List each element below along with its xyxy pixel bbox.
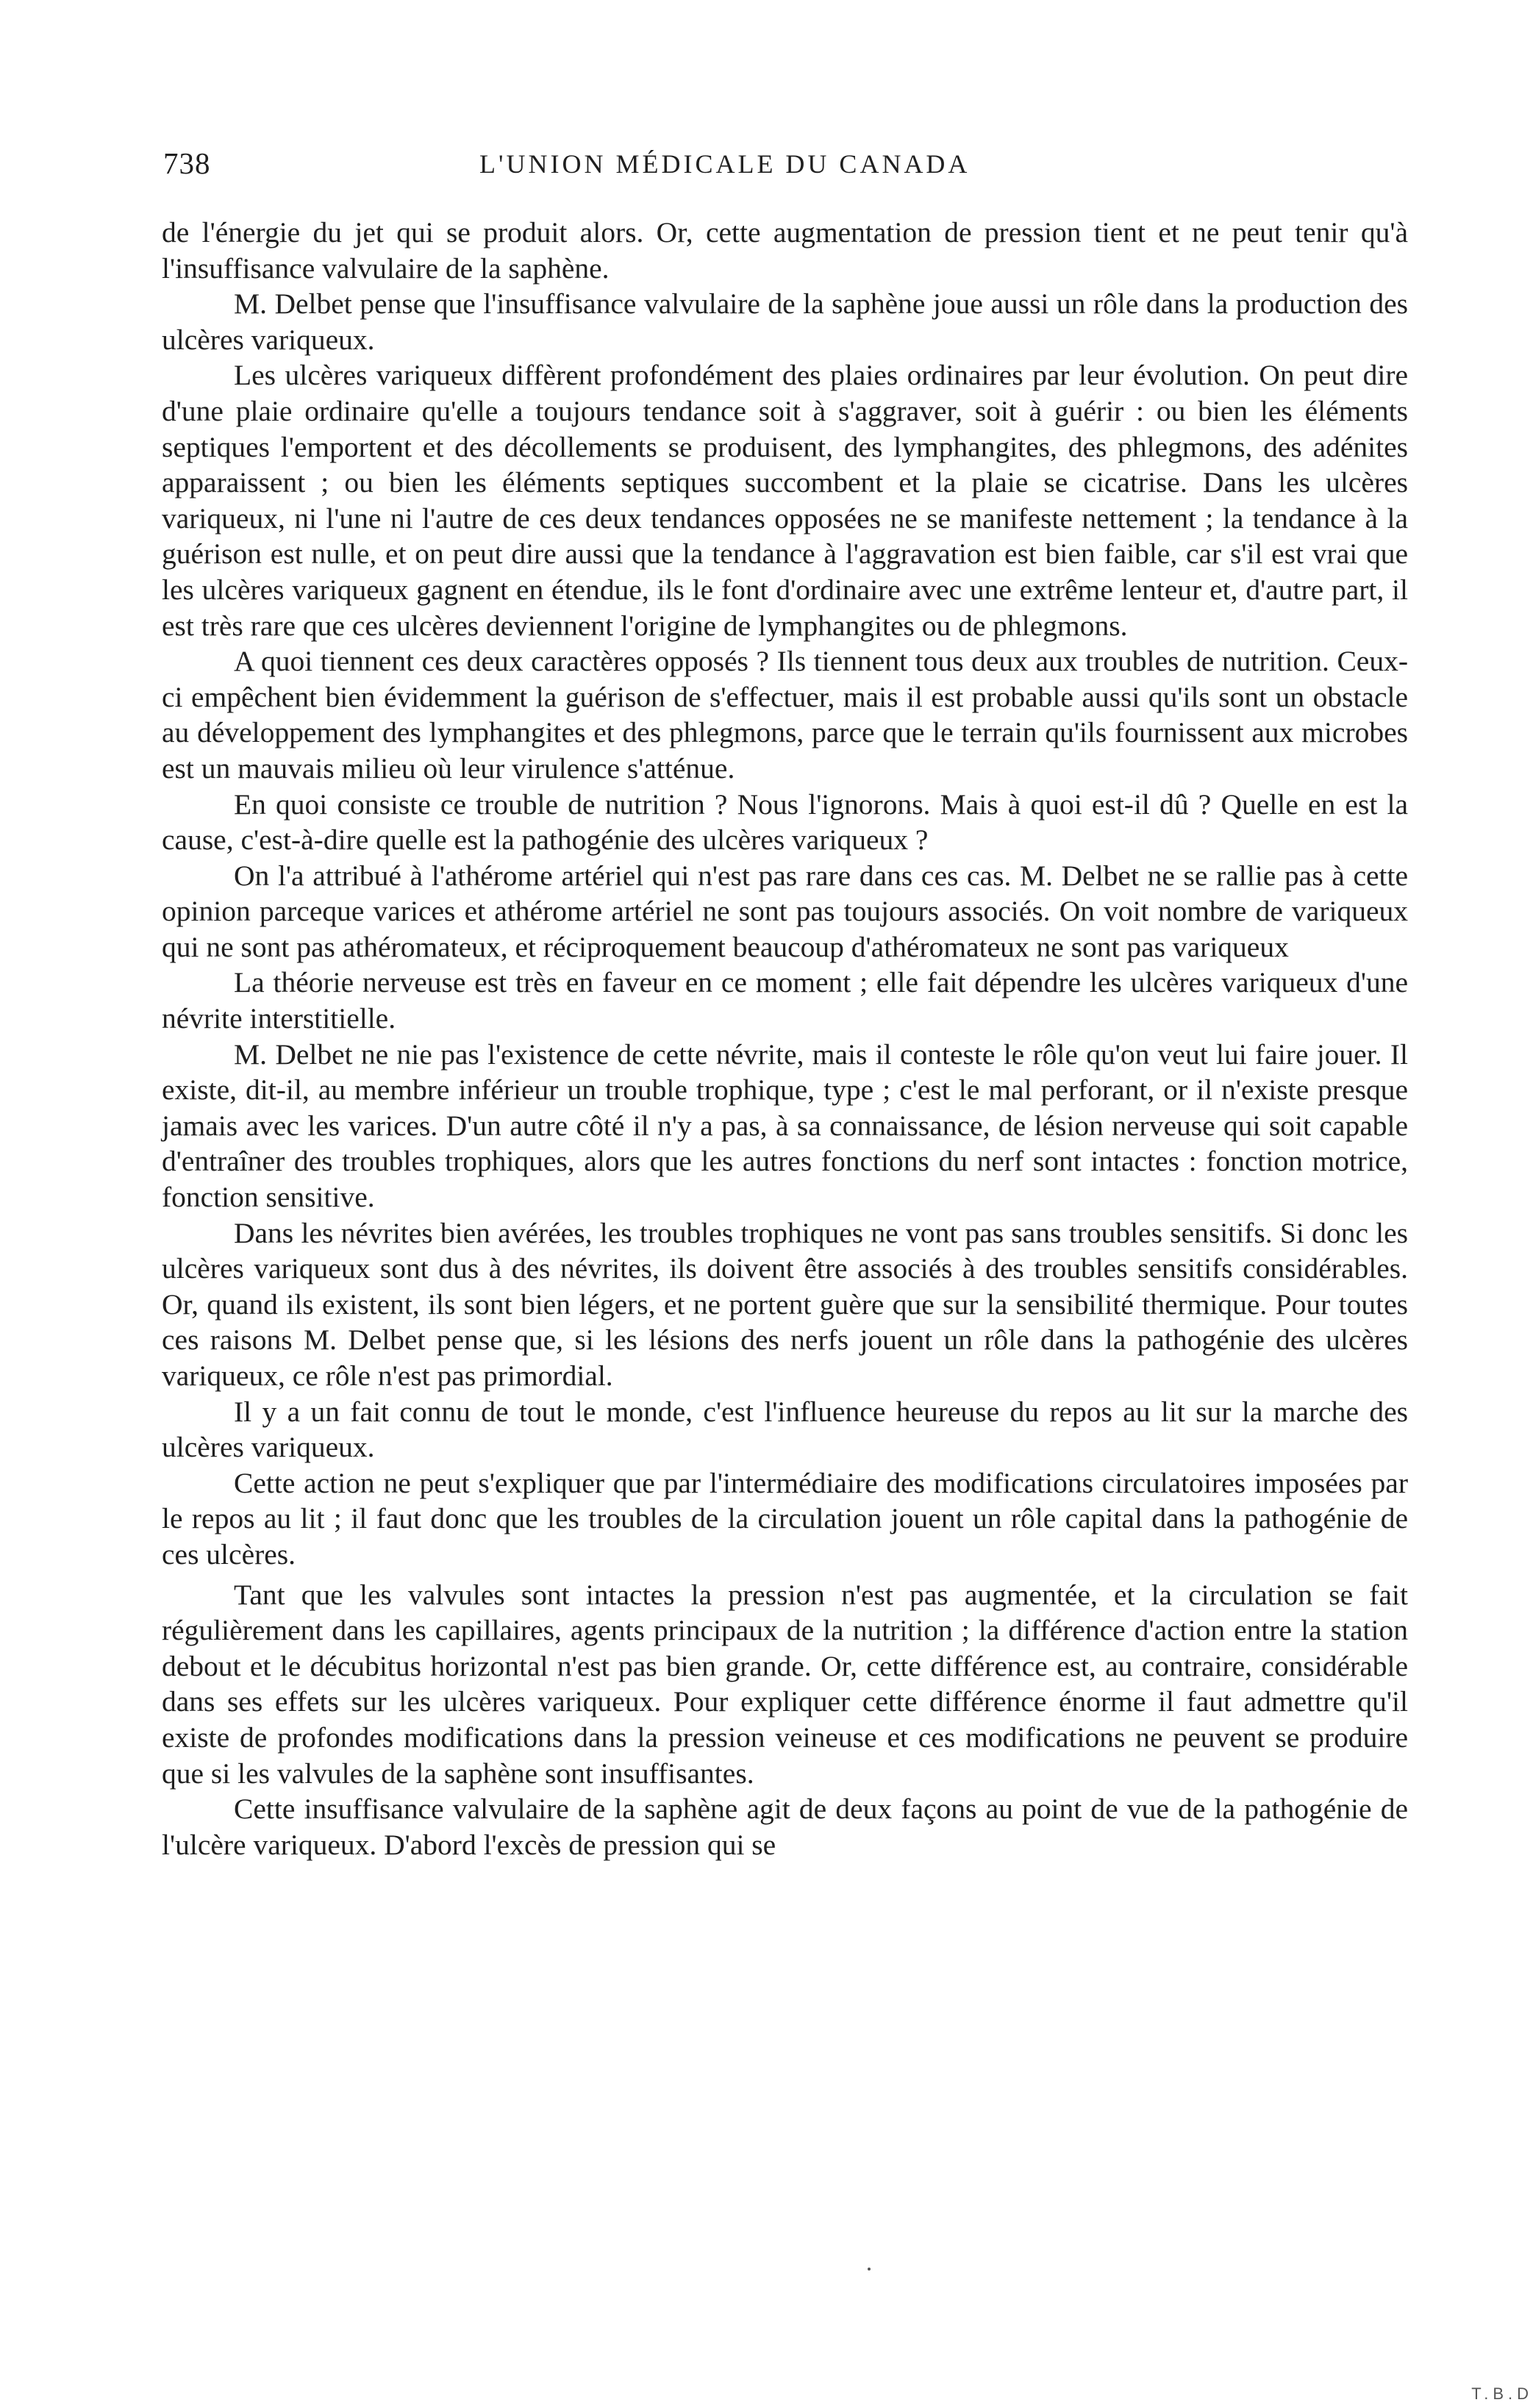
paragraph: Il y a un fait connu de tout le monde, c'est l'influence heureuse du repos au lit sur la marche des ulcères variqueux. [162, 1395, 1408, 1464]
corner-marks: T.B.D [1471, 2384, 1533, 2403]
paragraph: Dans les névrites bien avérées, les troubles trophiques ne vont pas sans troubles sensitifs. Si donc les ulcères variqueux sont dus à des névrites, ils doivent être associés à des troubles sensitifs considérables. Or, quand ils existent, ils sont bien légers, et ne portent guère que sur la sensibilité thermique. Pour toutes ces raisons M. Delbet pense que, si les lésions des nerfs jouent un rôle dans la pathogénie des ulcères variqueux, ce rôle n'est pas primordial. [162, 1216, 1408, 1392]
paragraph: La théorie nerveuse est très en faveur en ce moment ; elle fait dépendre les ulcères variqueux d'une névrite interstitielle. [162, 966, 1408, 1035]
footer-dot [868, 2268, 871, 2271]
paragraph: M. Delbet pense que l'insuffisance valvulaire de la saphène joue aussi un rôle dans la production des ulcères variqueux. [162, 287, 1408, 356]
paragraph: On l'a attribué à l'athérome artériel qui n'est pas rare dans ces cas. M. Delbet ne se rallie pas à cette opinion parceque varices et athérome artériel ne sont pas toujours associés. On voit nombre de variqueux qui ne sont pas athéromateux, et réciproquement beaucoup d'athéromateux ne sont pas variqueux [162, 859, 1408, 963]
paragraph: A quoi tiennent ces deux caractères opposés ? Ils tiennent tous deux aux troubles de nutrition. Ceux-ci empêchent bien évidemment la guérison de s'effectuer, mais il est probable aussi qu'ils sont un obstacle au développement des lymphangites et des phlegmons, parce que le terrain qu'ils fournissent aux microbes est un mauvais milieu où leur virulence s'atténue. [162, 645, 1408, 785]
paragraph: Tant que les valvules sont intactes la pression n'est pas augmentée, et la circulation se fait régulièrement dans les capillaires, agents principaux de la nutrition ; la différence d'action entre la station debout et le décubitus horizontal n'est pas bien grande. Or, cette différence est, au contraire, considérable dans ses effets sur les ulcères variqueux. Pour expliquer cette différence énorme il faut admettre qu'il existe de profondes modifications dans la pression veineuse et ces modifications ne peuvent se produire que si les valvules de la saphène sont insuffisantes. [162, 1578, 1408, 1790]
paragraph: Cette insuffisance valvulaire de la saphène agit de deux façons au point de vue de la pathogénie de l'ulcère variqueux. D'abord l'excès de pression qui se [162, 1793, 1408, 1861]
running-head [163, 146, 1406, 190]
paragraph: M. Delbet ne nie pas l'existence de cette névrite, mais il conteste le rôle qu'on veut lui faire jouer. Il existe, dit-il, au membre inférieur un trouble trophique, type ; c'est le mal perforant, or il n'existe presque jamais avec les varices. D'un autre côté il n'y a pas, à sa connaissance, de lésion nerveuse qui soit capable d'entraîner des troubles trophiques, alors que les autres fonctions du nerf sont intactes : fonction motrice, fonction sensitive. [162, 1037, 1408, 1214]
body-text [162, 215, 1408, 1862]
paragraph: En quoi consiste ce trouble de nutrition ? Nous l'ignorons. Mais à quoi est-il dû ? Quelle en est la cause, c'est-à-dire quelle est la pathogénie des ulcères variqueux ? [162, 787, 1408, 857]
paragraph: Les ulcères variqueux diffèrent profondément des plaies ordinaires par leur évolution. On peut dire d'une plaie ordinaire qu'elle a toujours tendance soit à s'aggraver, soit à guérir : ou bien les éléments septiques l'emportent et des décollements se produisent, des lymphangites, des phlegmons, des adénites apparaissent ; ou bien les éléments septiques succombent et la plaie se cicatrise. Dans les ulcères variqueux, ni l'une ni l'autre de ces deux tendances opposées ne se manifeste nettement ; la tendance à la guérison est nulle, et on peut dire aussi que la tendance à l'aggravation est bien faible, car s'il est vrai que les ulcères variqueux gagnent en étendue, ils le font d'ordinaire avec une extrême lenteur et, d'autre part, il est très rare que ces ulcères deviennent l'origine de lymphangites ou de phlegmons. [162, 359, 1408, 642]
paragraph: Cette action ne peut s'expliquer que par l'intermédiaire des modifications circulatoires imposées par le repos au lit ; il faut donc que les troubles de la circulation jouent un rôle capital dans la pathogénie de ces ulcères. [162, 1466, 1408, 1571]
journal-title: L'UNION MÉDICALE DU CANADA [479, 149, 971, 179]
page-number: 738 [163, 146, 211, 180]
paragraph-continuation: de l'énergie du jet qui se produit alors. Or, cette augmentation de pression tient et ne peut tenir qu'à l'insuffisance valvulaire de la saphène. [162, 216, 1408, 285]
